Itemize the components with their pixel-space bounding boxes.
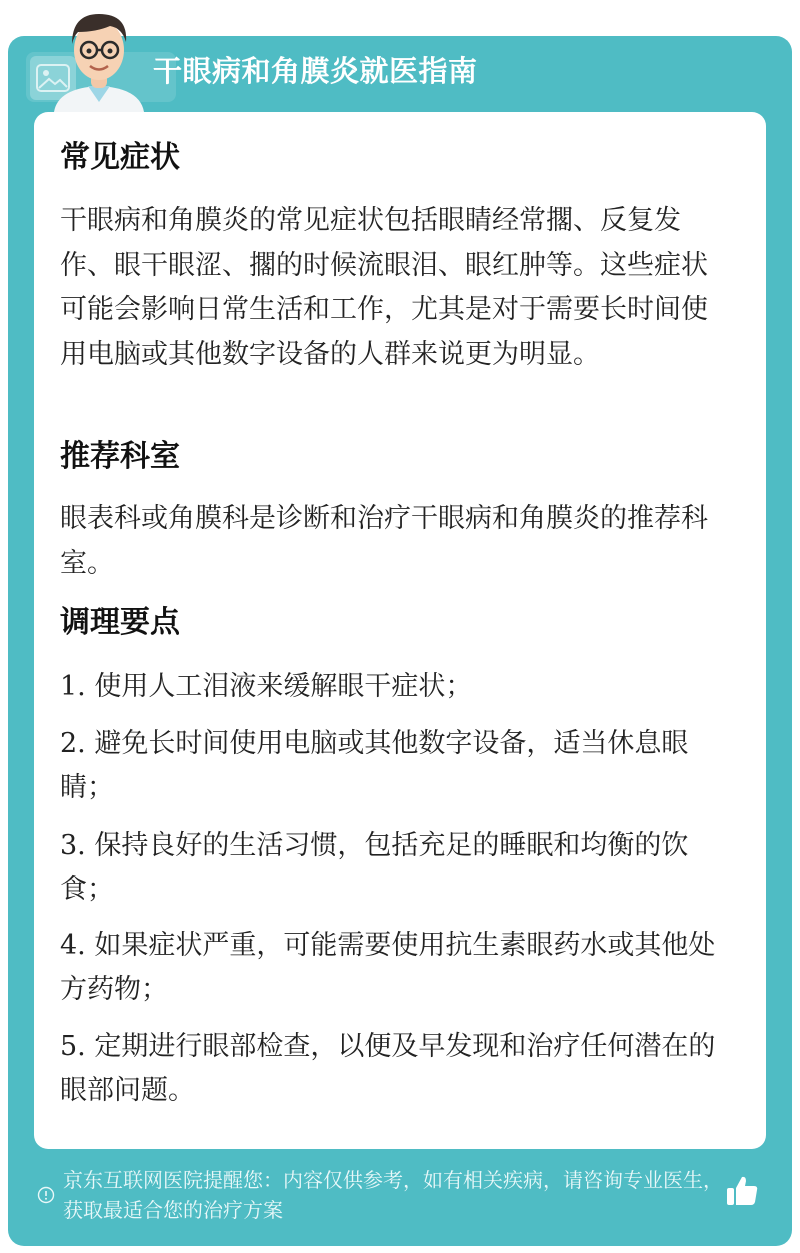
list-item [60,824,725,912]
doctor-avatar [44,2,154,112]
info-circle-icon [37,1186,55,1204]
list-item-number: 3. [60,830,86,861]
list-item-text: 如果症状严重，可能需要使用抗生素眼药水或其他处方药物； [60,930,716,1005]
section-body-symptoms: 干眼病和角膜炎的常见症状包括眼睛经常擱、反复发作、眼干眼涩、擱的时候流眼泪、眼红肿等。这些症状可能会影响日常生活和工作，尤其是对于需要长时间使用电脑或其他数字设备的人群来说更为明显。 [60,205,708,370]
list-item-text: 保持良好的生活习惯，包括充足的睡眠和均衡的饮食； [60,830,689,905]
section-heading-symptoms: 常见症状 [60,140,180,175]
list-item-text: 避免长时间使用电脑或其他数字设备，适当休息眼睛； [60,728,689,803]
list-item [60,665,725,709]
list-item-number: 1. [60,671,86,702]
disclaimer-notice: 京东互联网医院提醒您：内容仅供参考，如有相关疾病，请咨询专业医生，获取最适合您的治疗方案 [63,1168,723,1222]
list-item [60,722,725,810]
list-item [60,924,725,1012]
list-item-text: 定期进行眼部检查，以便及早发现和治疗任何潜在的眼部问题。 [60,1031,716,1106]
section-heading-care-tips: 调理要点 [60,605,180,640]
list-item-number: 2. [60,728,86,759]
thumbs-up-icon[interactable] [724,1173,760,1209]
list-item-number: 4. [60,930,86,961]
section-body-department: 眼表科或角膜科是诊断和治疗干眼病和角膜炎的推荐科室。 [60,503,708,579]
list-item-number: 5. [60,1031,86,1062]
page-title: 干眼病和角膜炎就医指南 [153,54,478,88]
section-heading-department: 推荐科室 [60,439,180,474]
list-item-text: 使用人工泪液来缓解眼干症状； [94,671,473,702]
list-item [60,1025,725,1113]
